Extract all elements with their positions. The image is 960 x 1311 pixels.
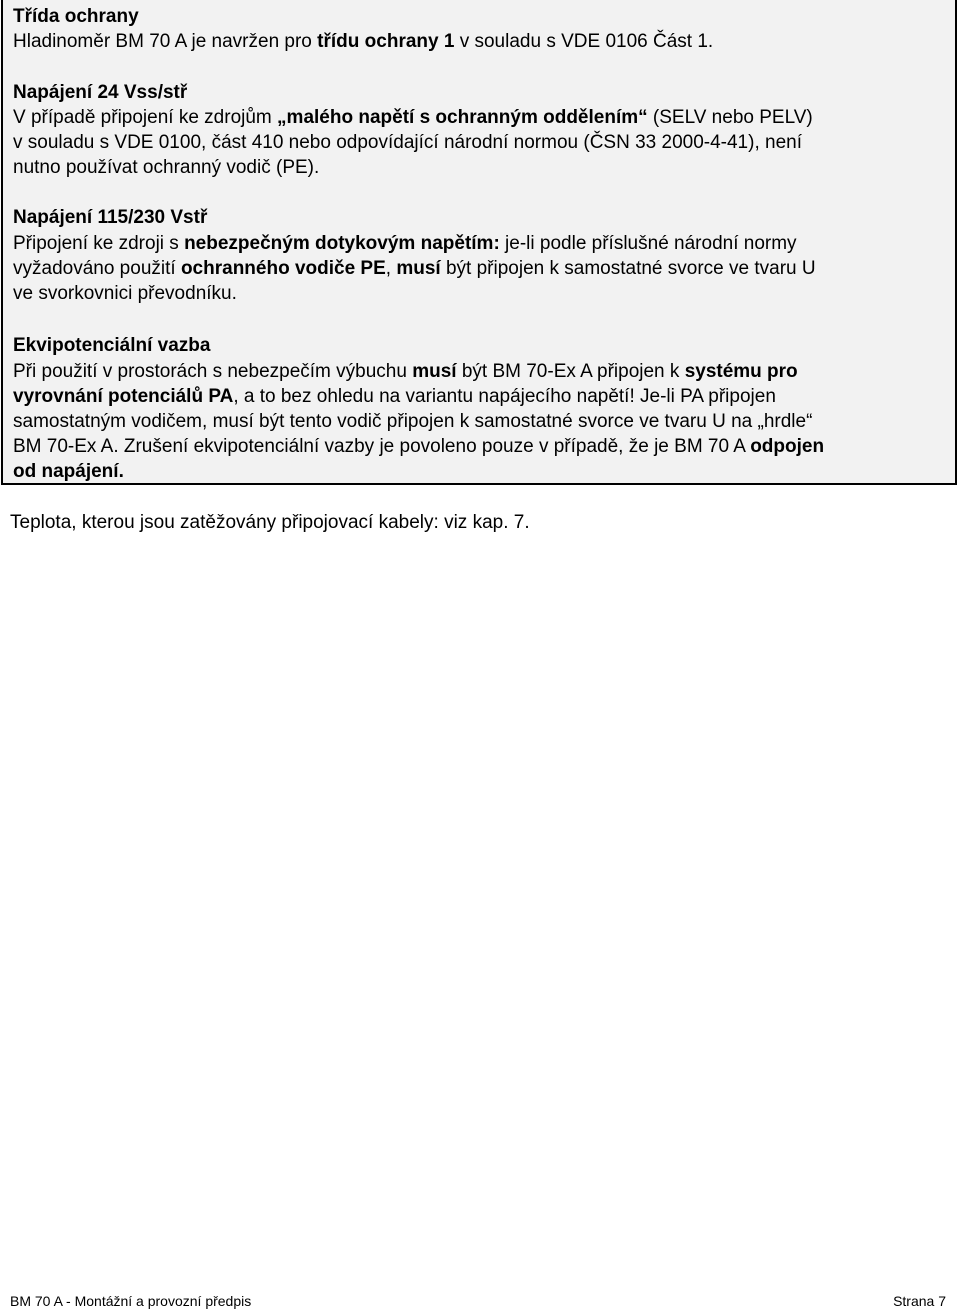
bold-text: odpojen (750, 436, 825, 457)
section-line: vyžadováno použití ochranného vodiče PE, musí být připojen k samostatné svorce ve tvaru U (13, 258, 816, 279)
section-line: vyrovnání potenciálů PA, a to bez ohledu na variantu napájecího napětí! Je-li PA připojen (13, 386, 776, 407)
section-heading: Ekvipotenciální vazba (13, 335, 211, 356)
bold-text: „malého napětí s ochranným oddělením“ (277, 107, 648, 128)
section-line: BM 70-Ex A. Zrušení ekvipotenciální vazby je povoleno pouze v případě, že je BM 70 A odpojen (13, 436, 825, 457)
section-line: ve svorkovnici převodníku. (13, 283, 237, 304)
cable-temperature-note: Teplota, kterou jsou zatěžovány připojovací kabely: viz kap. 7. (10, 512, 530, 533)
bold-text: nebezpečným dotykovým napětím: (184, 233, 500, 254)
bold-text: musí (412, 361, 457, 382)
section-line (13, 461, 124, 483)
bold-text: vyrovnání potenciálů PA (13, 386, 234, 407)
bold-text: systému pro (684, 361, 798, 382)
footer-page-number: Strana 7 (893, 1293, 946, 1309)
info-box (1, 0, 957, 485)
section-line: Hladinoměr BM 70 A je navržen pro třídu ochrany 1 v souladu s VDE 0106 Část 1. (13, 31, 714, 52)
section-heading: Napájení 24 Vss/stř (13, 82, 188, 103)
footer-document-title: BM 70 A - Montážní a provozní předpis (10, 1293, 252, 1309)
section-line: v souladu s VDE 0100, část 410 nebo odpovídající národní normou (ČSN 33 2000-4-41), není (13, 132, 802, 153)
section-heading: Třída ochrany (13, 6, 139, 27)
section-heading: Napájení 115/230 Vstř (13, 207, 208, 228)
bold-text: třídu ochrany 1 (317, 31, 455, 52)
section-line: Při použití v prostorách s nebezpečím výbuchu musí být BM 70-Ex A připojen k systému pro (13, 361, 798, 382)
bold-text: musí (396, 258, 441, 279)
section-line: samostatným vodičem, musí být tento vodič připojen k samostatné svorce ve tvaru U na „hrdle“ (13, 411, 813, 432)
section-line: nutno používat ochranný vodič (PE). (13, 157, 320, 178)
bold-text: ochranného vodiče PE (180, 258, 386, 279)
bold-text: od napájení. (13, 461, 124, 482)
section-line: V případě připojení ke zdrojům „malého napětí s ochranným oddělením“ (SELV nebo PELV) (13, 107, 813, 128)
section-line: Připojení ke zdroji s nebezpečným dotykovým napětím: je-li podle příslušné národní normy (13, 233, 797, 254)
